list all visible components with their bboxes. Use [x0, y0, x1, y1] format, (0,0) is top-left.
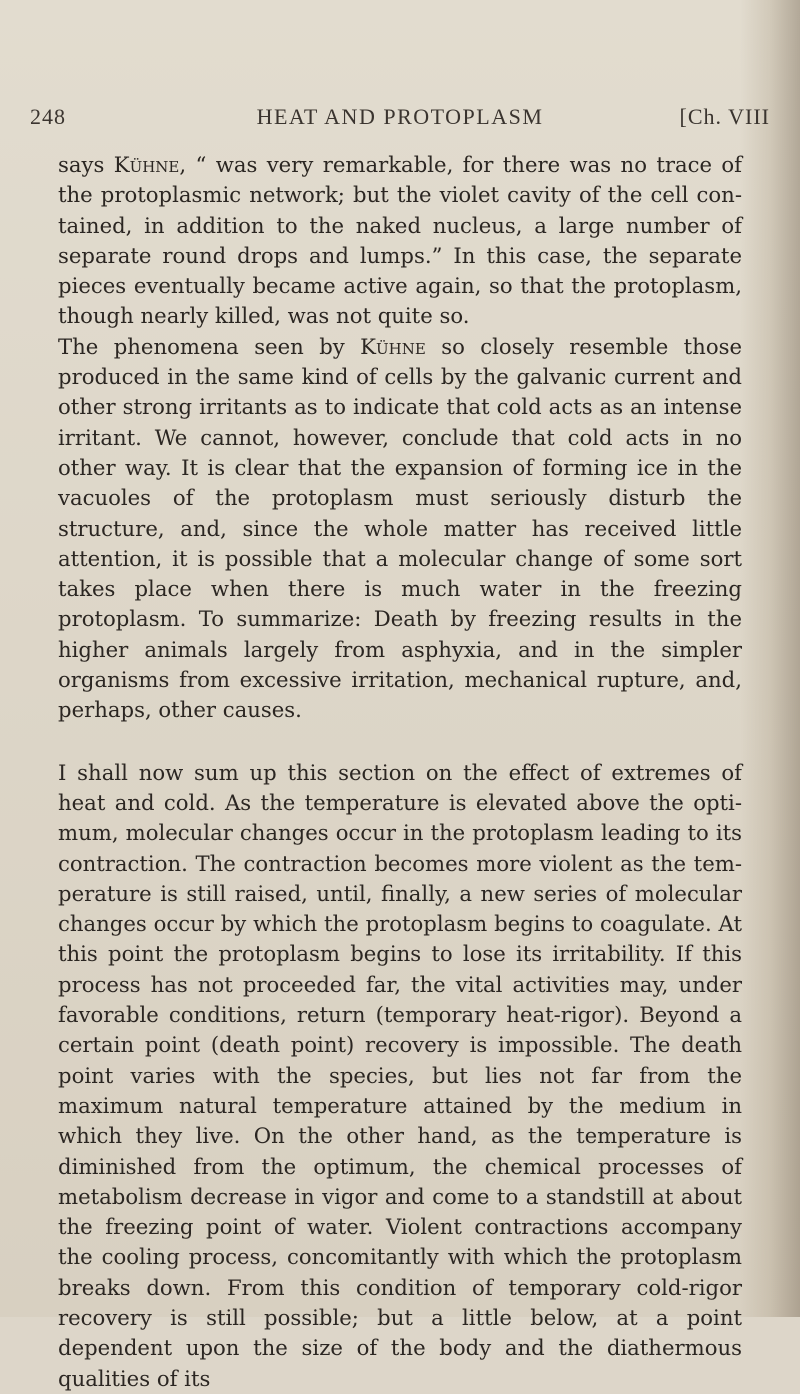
paragraph-1-lead: says — [58, 152, 114, 177]
paragraph-2-lead: The phenomena seen by — [58, 333, 361, 359]
author-name: Kühne — [113, 152, 180, 177]
page-header — [30, 104, 770, 138]
chapter-reference: [Ch. VIII — [679, 104, 770, 129]
paragraph-3: I shall now sum up this section on the effect of extremes of heat and cold. As the temperature is elevated above the optimum, molecular changes occur in the protoplasm leading to its contraction. The contraction becomes more violent as the temperature is still raised, until, finally, a new series of molecular changes occur by which the protoplasm begins to coagulate. At this point the protoplasm begins to lose its irritability. If this process has not proceeded far, the vital activities may, under favorable conditions, return (temporary heat-rigor). Beyond a certain point (death point) recovery is impossible. The death point varies with the species, but lies not far from the maximum natural temperature attained by the medium in which they live. On the other hand, as the temperature is diminished from the optimum, the chemical processes of metabolism decrease in vigor and come to a standstill at about the freezing point of water. Violent contractions accompany the cooling process, concomitantly with which the protoplasm breaks down. From this condition of temporary cold-rigor recovery is still possible; but a little below, at a point dependent upon the size of the body and the diathermous qualities of its — [58, 759, 742, 1391]
page-number: 248 — [30, 104, 66, 129]
author-name: Kühne — [360, 333, 426, 359]
body-text — [58, 150, 742, 1394]
paragraph-2-text: so closely resemble those produced in the same kind of cells by the galvanic current and other strong irritants as to indicate that cold acts as an intense irritant. We cannot, however, conclude that cold acts in no other way. It is clear that the expansion of forming ice in the vacuoles of the protoplasm must seriously disturb the structure, and, since the whole matter has received little attention, it is possible that a molecular change of some sort takes place when there is much water in the freezing protoplasm. To summarize: Death by freezing results in the higher animals largely from asphyxia, and in the simpler organisms from excessive irritation, mechanical rupture, and, perhaps, other causes. — [58, 333, 742, 723]
paragraph-2 — [58, 332, 742, 726]
paragraph-1 — [58, 150, 742, 332]
running-title: HEAT AND PROTOPLASM — [256, 104, 544, 129]
paragraph-1-text: , “ was very remarkable, for there was no trace of the protoplasmic network; but the violet cavity of the cell contained, in addition to the naked nucleus, a large number of separate round drops and lumps.” In this case, the separate pieces eventually became active again, so that the protoplasm, though nearly killed, was not quite so. — [58, 152, 742, 329]
